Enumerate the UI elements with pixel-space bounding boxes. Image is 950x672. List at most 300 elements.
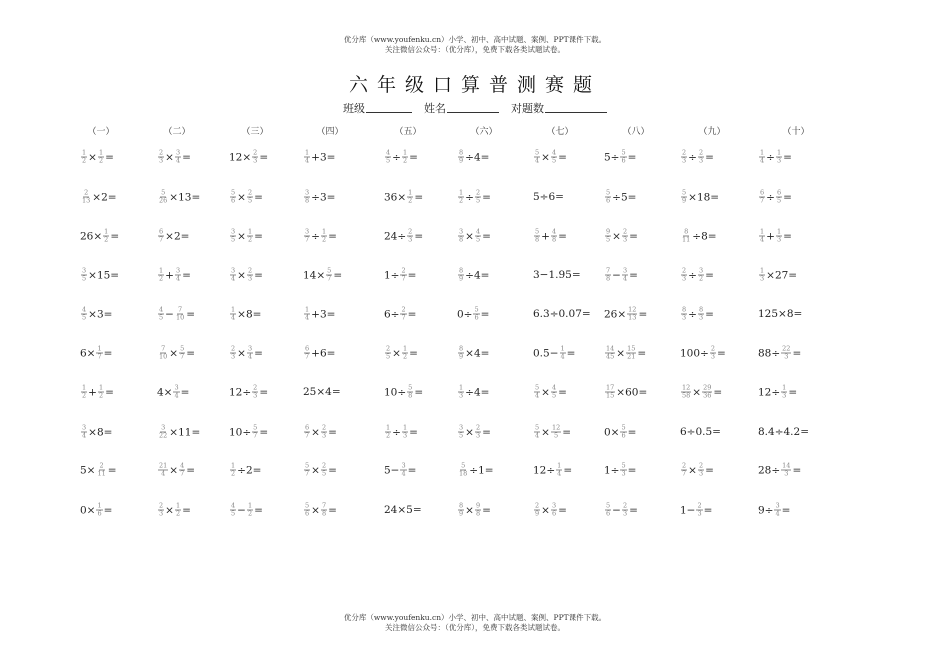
- denominator: 7: [305, 469, 310, 478]
- problem: [457, 307, 489, 322]
- numerator: 6: [776, 188, 782, 197]
- problem: [229, 229, 263, 244]
- denominator: 3: [710, 352, 715, 361]
- fraction: [681, 150, 687, 165]
- denominator: 2: [82, 391, 87, 400]
- fraction: [247, 346, 253, 361]
- denominator: 8: [551, 235, 557, 244]
- problem: [533, 308, 591, 320]
- problem: [229, 503, 263, 518]
- numerator: 1: [82, 148, 87, 157]
- problem: [680, 268, 714, 283]
- problem: [457, 463, 494, 478]
- problem-text: =: [705, 308, 714, 320]
- fraction: [175, 268, 181, 283]
- banner-line-1: 优分库（www.youfenku.cn）小学、初中、高中试题、案例、PPT课件下载。: [343, 35, 607, 44]
- problem-text: ÷: [465, 191, 474, 203]
- fraction: [458, 268, 464, 283]
- problem-text: =: [186, 308, 196, 320]
- numerator: 2: [622, 501, 628, 510]
- fraction: [252, 385, 258, 400]
- column-header: （八）: [622, 127, 650, 137]
- problem: [157, 150, 191, 165]
- numerator: 4: [82, 305, 87, 314]
- problem: [303, 346, 335, 361]
- numerator: 5: [535, 383, 540, 392]
- fraction: [534, 150, 540, 165]
- problem-text: =: [792, 347, 802, 359]
- field-label: 对题数: [511, 102, 544, 115]
- problem: [80, 346, 112, 361]
- fraction: [247, 190, 253, 205]
- problem: [680, 385, 722, 400]
- numerator: 7: [321, 501, 327, 510]
- column-header: （七）: [546, 127, 574, 137]
- problem: [80, 503, 112, 518]
- problem: [157, 346, 195, 361]
- problem: [533, 150, 567, 165]
- problem-text: 24÷: [384, 230, 407, 242]
- problem-text: 10÷: [384, 386, 407, 398]
- fraction: [458, 385, 464, 400]
- field-3: [511, 102, 607, 115]
- problem-text: ×: [616, 347, 626, 359]
- problem: [457, 503, 491, 518]
- fraction: [605, 190, 611, 205]
- numerator: 4: [180, 461, 185, 470]
- numerator: 1: [159, 266, 164, 275]
- problem-text: 12×: [229, 151, 252, 163]
- denominator: 4: [560, 352, 565, 361]
- top-banner: [0, 35, 950, 55]
- numerator: 9: [475, 501, 481, 510]
- problem: [758, 426, 809, 438]
- fraction: [681, 385, 691, 400]
- fraction: [400, 268, 406, 283]
- numerator: 5: [606, 501, 611, 510]
- field-blank-line: [545, 102, 607, 113]
- numerator: 1: [231, 461, 236, 470]
- denominator: 7: [253, 431, 258, 440]
- problem-text: 0÷: [457, 308, 473, 320]
- problem-text: =: [566, 347, 576, 359]
- denominator: 4: [557, 469, 562, 478]
- problem: [604, 385, 647, 400]
- problem: [533, 346, 575, 361]
- fraction: [304, 150, 310, 165]
- numerator: 1: [231, 305, 236, 314]
- numerator: 1: [247, 227, 253, 236]
- fraction: [175, 503, 181, 518]
- numerator: 4: [475, 227, 481, 236]
- numerator: 1: [82, 383, 87, 392]
- denominator: 2: [321, 235, 327, 244]
- denominator: 7: [180, 352, 185, 361]
- numerator: 6: [305, 344, 310, 353]
- numerator: 2: [697, 501, 702, 510]
- numerator: 2: [682, 461, 687, 470]
- problem-text: 28÷: [758, 464, 781, 476]
- fraction: [620, 150, 626, 165]
- fraction: [230, 503, 236, 518]
- fraction: [556, 463, 562, 478]
- fraction: [321, 425, 327, 440]
- fraction: [781, 385, 787, 400]
- fraction: [475, 425, 481, 440]
- fraction: [252, 150, 258, 165]
- denominator: 2: [402, 156, 408, 165]
- numerator: 8: [684, 227, 689, 236]
- denominator: 6: [305, 509, 310, 518]
- denominator: 45: [606, 352, 615, 361]
- problem-text: ×: [165, 151, 174, 163]
- problem-text: =: [705, 151, 714, 163]
- problem-text: =: [482, 426, 491, 438]
- numerator: 1: [97, 501, 102, 510]
- numerator: 1: [760, 148, 765, 157]
- denominator: 2: [82, 156, 87, 165]
- field-2: [424, 102, 499, 115]
- numerator: 3: [459, 423, 464, 432]
- fraction: [158, 503, 164, 518]
- numerator: 1: [321, 227, 327, 236]
- field-blank-line: [366, 102, 412, 113]
- denominator: 5: [475, 235, 481, 244]
- fraction: [326, 268, 332, 283]
- problem-text: ÷: [688, 269, 697, 281]
- denominator: 3: [475, 431, 481, 440]
- problem-text: =: [627, 426, 637, 438]
- problem-text: =: [414, 230, 424, 242]
- numerator: 2: [698, 148, 704, 157]
- problem-text: ×: [541, 151, 550, 163]
- denominator: 3: [682, 156, 687, 165]
- problem-text: =: [629, 504, 638, 516]
- problem-text: +: [88, 386, 97, 398]
- problem: [533, 229, 567, 244]
- problem-text: 1−: [680, 504, 696, 516]
- denominator: 4: [305, 156, 310, 165]
- denominator: 8: [475, 509, 481, 518]
- denominator: 15: [606, 391, 615, 400]
- fraction: [458, 190, 464, 205]
- numerator: 5: [621, 461, 626, 470]
- problem: [384, 150, 418, 165]
- problem-text: ×18=: [688, 191, 720, 203]
- numerator: 2: [535, 501, 540, 510]
- problem-text: ×: [88, 151, 97, 163]
- fraction: [230, 307, 236, 322]
- problem: [533, 191, 564, 203]
- fraction: [158, 307, 164, 322]
- fraction: [304, 503, 310, 518]
- fraction: [475, 503, 481, 518]
- fraction: [247, 268, 253, 283]
- fraction: [400, 307, 406, 322]
- numerator: 5: [253, 423, 258, 432]
- problem: [384, 307, 416, 322]
- denominator: 7: [180, 469, 185, 478]
- problem-text: =: [783, 151, 792, 163]
- denominator: 11: [97, 469, 106, 478]
- problem-text: ×: [237, 191, 246, 203]
- problem: [758, 463, 801, 478]
- problem-text: =: [482, 504, 491, 516]
- problem: [457, 190, 491, 205]
- fraction: [407, 385, 413, 400]
- denominator: 26: [159, 196, 168, 205]
- problem: [157, 463, 195, 478]
- denominator: 4: [305, 313, 310, 322]
- problem-text: ×8=: [237, 308, 262, 320]
- problem-text: ×: [465, 504, 474, 516]
- problem: [758, 150, 792, 165]
- problem: [80, 268, 119, 283]
- denominator: 2: [402, 352, 408, 361]
- problem-text: =: [482, 230, 491, 242]
- denominator: 3: [760, 274, 765, 283]
- problem-text: ×: [692, 386, 702, 398]
- problem: [758, 308, 802, 320]
- fraction: [551, 503, 557, 518]
- problem: [457, 229, 491, 244]
- problem-text: 0.5−: [533, 347, 559, 359]
- fraction: [473, 307, 479, 322]
- problem-text: 24×5=: [384, 504, 422, 516]
- problem-text: ×: [541, 386, 550, 398]
- fraction: [407, 229, 413, 244]
- numerator: 3: [305, 188, 310, 197]
- problem: [229, 385, 268, 400]
- problem: [303, 150, 335, 165]
- problem: [680, 307, 714, 322]
- problem-text: =: [254, 191, 263, 203]
- fraction: [551, 425, 561, 440]
- fraction: [534, 503, 540, 518]
- fraction: [475, 229, 481, 244]
- numerator: 3: [698, 266, 704, 275]
- numerator: 22: [782, 344, 791, 353]
- numerator: 1: [782, 383, 787, 392]
- fraction: [407, 190, 413, 205]
- problem-text: =: [562, 426, 572, 438]
- banner-line-1: 优分库（www.youfenku.cn）小学、初中、高中试题、案例、PPT课件下载。: [343, 613, 607, 622]
- denominator: 4: [231, 274, 236, 283]
- problem-text: =: [629, 269, 638, 281]
- problem-text: +6=: [311, 347, 336, 359]
- problem: [157, 307, 195, 322]
- denominator: 5: [386, 156, 391, 165]
- fraction: [96, 503, 102, 518]
- problem: [303, 386, 341, 398]
- numerator: 3: [82, 423, 87, 432]
- denominator: 3: [698, 313, 704, 322]
- problem: [384, 229, 423, 244]
- numerator: 12: [628, 305, 637, 314]
- problem-text: 8.4÷4.2=: [758, 426, 809, 438]
- fraction: [627, 307, 637, 322]
- problem-text: 5÷6=: [533, 191, 564, 203]
- numerator: 4: [159, 305, 164, 314]
- problem: [384, 425, 418, 440]
- numerator: 3: [175, 148, 181, 157]
- fraction: [458, 425, 464, 440]
- denominator: 3: [247, 274, 253, 283]
- problem-text: =: [107, 464, 117, 476]
- denominator: 13: [628, 313, 637, 322]
- denominator: 3: [776, 235, 782, 244]
- problem-text: ×4=: [465, 347, 490, 359]
- problem: [604, 190, 636, 205]
- numerator: 2: [475, 188, 481, 197]
- denominator: 4: [247, 352, 253, 361]
- numerator: 3: [231, 266, 236, 275]
- problem: [229, 150, 268, 165]
- problem: [80, 229, 119, 244]
- problem-text: =: [328, 426, 337, 438]
- numerator: 3: [459, 227, 464, 236]
- denominator: 5: [475, 196, 481, 205]
- problem: [533, 425, 571, 440]
- denominator: 6: [474, 313, 479, 322]
- denominator: 7: [682, 469, 687, 478]
- fraction: [304, 425, 310, 440]
- fraction: [551, 150, 557, 165]
- problem-text: −: [237, 504, 246, 516]
- problem-text: +3=: [311, 151, 336, 163]
- problem-text: 12÷: [533, 464, 556, 476]
- problem-text: ×: [688, 464, 697, 476]
- numerator: 7: [606, 266, 611, 275]
- field-blank-line: [447, 102, 499, 113]
- numerator: 1: [402, 344, 408, 353]
- student-info-row: [0, 100, 950, 116]
- page-title: 六年级口算普测赛题: [348, 74, 601, 96]
- numerator: 12: [682, 383, 691, 392]
- numerator: 5: [621, 148, 626, 157]
- problem: [80, 463, 117, 478]
- denominator: 4: [82, 431, 87, 440]
- numerator: 2: [99, 461, 104, 470]
- problem-text: ÷2=: [237, 464, 262, 476]
- problem-text: ×: [392, 347, 401, 359]
- denominator: 4: [174, 391, 179, 400]
- problem: [604, 346, 646, 361]
- numerator: 1: [459, 188, 464, 197]
- fraction: [81, 268, 87, 283]
- denominator: 3: [782, 391, 787, 400]
- fraction: [698, 463, 704, 478]
- fraction: [158, 346, 168, 361]
- denominator: 9: [459, 509, 464, 518]
- problem: [303, 229, 337, 244]
- denominator: 36: [703, 391, 712, 400]
- problem: [80, 425, 112, 440]
- numerator: 29: [703, 383, 712, 392]
- problem-text: =: [558, 230, 567, 242]
- problem: [680, 463, 714, 478]
- problem: [457, 268, 489, 283]
- problem-text: −: [165, 308, 174, 320]
- fraction: [96, 463, 106, 478]
- fraction: [759, 229, 765, 244]
- problem-text: =: [781, 504, 791, 516]
- numerator: 3: [174, 383, 179, 392]
- denominator: 4: [760, 235, 765, 244]
- numerator: 1: [402, 148, 408, 157]
- denominator: 9: [535, 509, 540, 518]
- numerator: 21: [159, 461, 168, 470]
- numerator: 3: [231, 227, 236, 236]
- fraction: [158, 425, 168, 440]
- problem: [604, 425, 636, 440]
- denominator: 7: [305, 235, 310, 244]
- fraction: [230, 229, 236, 244]
- problem-text: 0×: [604, 426, 620, 438]
- problem-text: ×: [165, 504, 174, 516]
- denominator: 2: [231, 469, 236, 478]
- numerator: 5: [621, 423, 626, 432]
- numerator: 1: [760, 227, 765, 236]
- fraction: [710, 346, 716, 361]
- numerator: 5: [305, 461, 310, 470]
- fraction: [622, 229, 628, 244]
- problem-text: 26×: [604, 308, 627, 320]
- numerator: 1: [104, 227, 109, 236]
- numerator: 2: [408, 227, 413, 236]
- denominator: 5: [321, 469, 327, 478]
- denominator: 2: [247, 235, 253, 244]
- banner-line-2: 关注微信公众号：（优分库），免费下载各类试题试卷。: [385, 45, 565, 54]
- problem: [229, 425, 268, 440]
- denominator: 3: [321, 431, 327, 440]
- problem-text: −: [612, 504, 621, 516]
- problem-text: ×: [311, 464, 320, 476]
- numerator: 8: [459, 344, 464, 353]
- column-header: （十）: [782, 127, 810, 137]
- problem-text: =: [182, 151, 191, 163]
- fraction: [158, 268, 164, 283]
- problem-text: 26×: [80, 230, 103, 242]
- problem-text: =: [407, 269, 417, 281]
- problem: [303, 268, 342, 283]
- problem-text: =: [186, 347, 196, 359]
- denominator: 5: [551, 391, 557, 400]
- denominator: 2: [175, 509, 181, 518]
- problem-text: =: [254, 230, 263, 242]
- column-header: （九）: [698, 127, 726, 137]
- numerator: 4: [551, 148, 557, 157]
- fraction: [681, 268, 687, 283]
- fraction: [534, 425, 540, 440]
- numerator: 2: [159, 501, 164, 510]
- fraction: [551, 385, 557, 400]
- problem-text: =: [110, 230, 120, 242]
- problem-text: +: [541, 230, 550, 242]
- numerator: 3: [401, 461, 406, 470]
- denominator: 4: [161, 469, 166, 478]
- problem-text: 6÷: [384, 308, 400, 320]
- problem: [680, 503, 712, 518]
- fraction: [81, 150, 87, 165]
- fraction: [759, 150, 765, 165]
- fraction: [158, 190, 168, 205]
- denominator: 4: [535, 156, 540, 165]
- fraction: [776, 229, 782, 244]
- denominator: 3: [784, 469, 789, 478]
- numerator: 4: [231, 501, 236, 510]
- denominator: 2: [386, 431, 391, 440]
